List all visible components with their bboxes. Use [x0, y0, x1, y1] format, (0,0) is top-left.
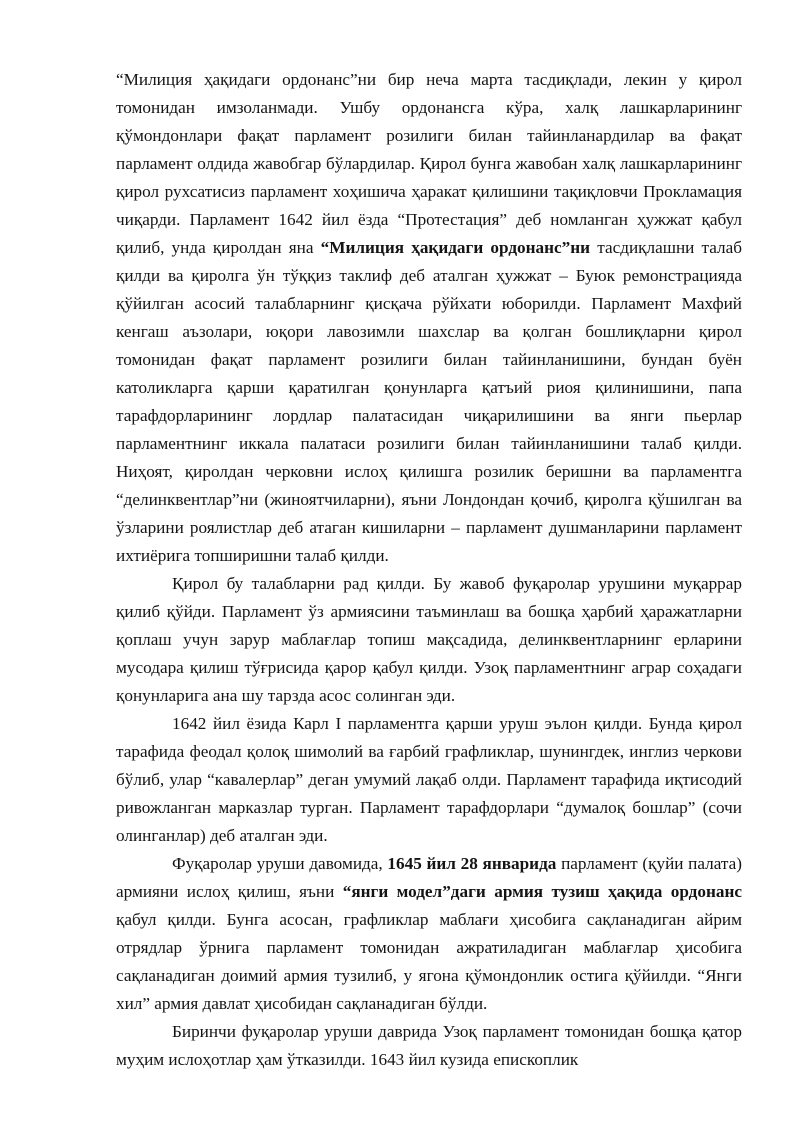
- paragraph: [116, 66, 742, 570]
- text-run: Қирол бу талабларни рад қилди. Бу жавоб фуқаролар урушини муқаррар қилиб қўйди. Парламент ўз армиясини таъминлаш ва бошқа ҳарбий ҳаражатларни қоплаш учун зарур маблағлар топиш мақсадида, делинквентларнинг ерларини мусодара қилиш тўғрисида қарор қабул қилди. Узоқ парламентнинг аграр соҳадаги қонунларига ана шу тарзда асос солинган эди.: [116, 574, 742, 705]
- text-run: Фуқаролар уруши давомида,: [172, 854, 388, 873]
- text-run: тасдиқлашни талаб қилди ва қиролга ўн тўққиз таклиф деб аталган ҳужжат – Буюк ремонстрацияда қўйилган асосий талабларнинг қисқача рўйхати юборилди. Парламент Махфий кенгаш аъзолари, юқори лавозимли шахслар ва қолган бошлиқларни қирол томонидан фақат парламент розилиги билан тайинланишини, бундан буён католикларга қарши қаратилган қонунларга қатъий риоя қилинишини, папа тарафдорларининг лордлар палатасидан чиқарилишини ва янги пьерлар парламентнинг иккала палатаси розилиги билан тайинланишини талаб қилди. Ниҳоят, қиролдан черковни ислоҳ қилишга розилик беришни ва парламентга “делинквентлар”ни (жиноятчиларни), яъни Лондондан қочиб, қиролга қўшилган ва ўзларини роялистлар деб атаган кишиларни – парламент душманларини парламент ихтиёрига топширишни талаб қилди.: [116, 238, 742, 565]
- bold-text-run: “янги модел”даги армия тузиш ҳақида ордонанс: [342, 882, 742, 901]
- text-run: парламент (қуйи палата) армияни ислоҳ қилиш, яъни: [116, 854, 742, 901]
- text-run: 1642 йил ёзида Карл I парламентга қарши уруш эълон қилди. Бунда қирол тарафида феодал қолоқ шимолий ва ғарбий графликлар, шунингдек, инглиз черкови бўлиб, улар “кавалерлар” деган умумий лақаб олди. Парламент тарафида иқтисодий ривожланган марказлар турган. Парламент тарафдорлари “думалоқ бошлар” (сочи олинганлар) деб аталган эди.: [116, 714, 742, 845]
- paragraph: [116, 570, 742, 710]
- bold-text-run: “Милиция ҳақидаги ордонанс”ни: [320, 238, 591, 257]
- bold-text-run: 1645 йил 28 январида: [387, 854, 557, 873]
- paragraph: [116, 1018, 742, 1074]
- text-run: қабул қилди. Бунга асосан, графликлар маблағи ҳисобига сақланадиган айрим отрядлар ўрнига парламент томонидан ажратиладиган маблағлар ҳисобига сақланадиган доимий армия тузилиб, у ягона қўмондонлик остига қўйилди. “Янги хил” армия давлат ҳисобидан сақланадиган бўлди.: [116, 910, 742, 1013]
- document-page: [116, 66, 742, 1074]
- paragraph: [116, 850, 742, 1018]
- paragraph: [116, 710, 742, 850]
- text-run: “Милиция ҳақидаги ордонанс”ни бир неча марта тасдиқлади, лекин у қирол томонидан имзоланмади. Ушбу ордонансга кўра, халқ лашкарларининг қўмондонлари фақат парламент розилиги билан тайинланардилар ва фақат парламент олдида жавобгар бўлардилар. Қирол бунга жавобан халқ лашкарларининг қирол рухсатисиз парламент хоҳишича ҳаракат қилишини тақиқловчи Прокламация чиқарди. Парламент 1642 йил ёзда “Протестация” деб номланган ҳужжат қабул қилиб, унда қиролдан яна: [116, 70, 742, 257]
- text-run: Биринчи фуқаролар уруши даврида Узоқ парламент томонидан бошқа қатор муҳим ислоҳотлар ҳам ўтказилди. 1643 йил кузида епископлик: [116, 1022, 742, 1069]
